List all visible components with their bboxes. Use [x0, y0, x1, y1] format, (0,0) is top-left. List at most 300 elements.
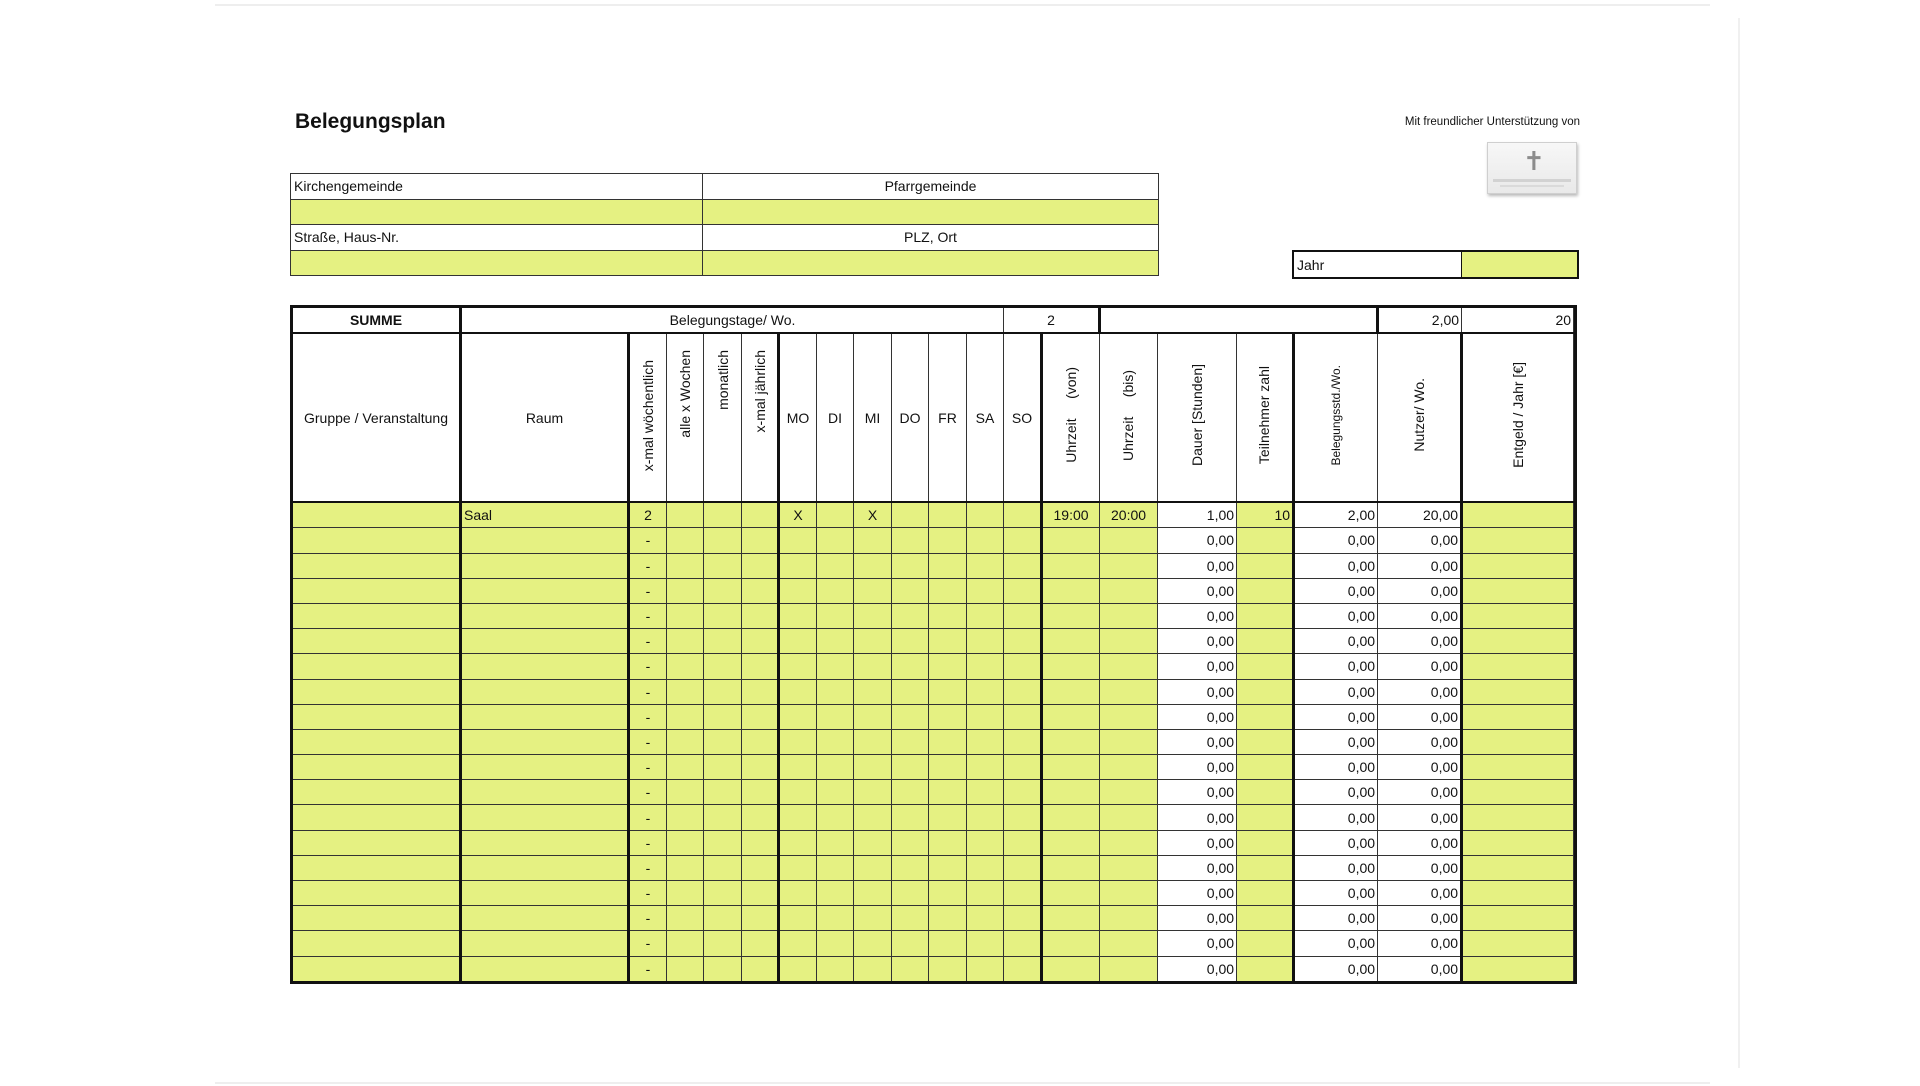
- teilnehmer-cell[interactable]: [1237, 578, 1294, 603]
- entgeld-cell[interactable]: [1462, 855, 1574, 880]
- monatlich-cell[interactable]: [704, 956, 742, 982]
- day-cell-do[interactable]: [892, 528, 929, 553]
- x-mal-cell[interactable]: -: [629, 704, 667, 729]
- uhrzeit-bis-cell[interactable]: [1100, 578, 1158, 603]
- jaehrlich-cell[interactable]: [742, 629, 779, 654]
- x-mal-cell[interactable]: -: [629, 956, 667, 982]
- uhrzeit-von-cell[interactable]: [1042, 755, 1100, 780]
- gruppe-cell[interactable]: [292, 805, 461, 830]
- day-cell-do[interactable]: [892, 679, 929, 704]
- day-cell-do[interactable]: [892, 855, 929, 880]
- day-cell-sa[interactable]: [967, 780, 1004, 805]
- jaehrlich-cell[interactable]: [742, 502, 779, 528]
- teilnehmer-cell[interactable]: [1237, 679, 1294, 704]
- day-cell-mo[interactable]: [779, 855, 817, 880]
- day-cell-mi[interactable]: [854, 855, 892, 880]
- x-mal-cell[interactable]: -: [629, 805, 667, 830]
- day-cell-sa[interactable]: [967, 629, 1004, 654]
- alle-x-wochen-cell[interactable]: [667, 603, 704, 628]
- entgeld-cell[interactable]: [1462, 830, 1574, 855]
- jaehrlich-cell[interactable]: [742, 881, 779, 906]
- jaehrlich-cell[interactable]: [742, 830, 779, 855]
- teilnehmer-cell[interactable]: [1237, 553, 1294, 578]
- entgeld-cell[interactable]: [1462, 906, 1574, 931]
- raum-cell[interactable]: [461, 906, 629, 931]
- day-cell-di[interactable]: [817, 729, 854, 754]
- x-mal-cell[interactable]: -: [629, 578, 667, 603]
- monatlich-cell[interactable]: [704, 553, 742, 578]
- teilnehmer-cell[interactable]: [1237, 805, 1294, 830]
- gruppe-cell[interactable]: [292, 704, 461, 729]
- day-cell-di[interactable]: [817, 805, 854, 830]
- day-cell-so[interactable]: [1004, 855, 1042, 880]
- day-cell-di[interactable]: [817, 578, 854, 603]
- day-cell-mi[interactable]: [854, 956, 892, 982]
- entgeld-cell[interactable]: [1462, 654, 1574, 679]
- teilnehmer-cell[interactable]: 10: [1237, 502, 1294, 528]
- x-mal-cell[interactable]: -: [629, 553, 667, 578]
- uhrzeit-von-cell[interactable]: [1042, 679, 1100, 704]
- monatlich-cell[interactable]: [704, 679, 742, 704]
- day-cell-so[interactable]: [1004, 956, 1042, 982]
- day-cell-so[interactable]: [1004, 881, 1042, 906]
- day-cell-so[interactable]: [1004, 502, 1042, 528]
- uhrzeit-von-cell[interactable]: [1042, 855, 1100, 880]
- alle-x-wochen-cell[interactable]: [667, 553, 704, 578]
- day-cell-fr[interactable]: [929, 603, 967, 628]
- uhrzeit-von-cell[interactable]: 19:00: [1042, 502, 1100, 528]
- day-cell-do[interactable]: [892, 780, 929, 805]
- day-cell-fr[interactable]: [929, 679, 967, 704]
- monatlich-cell[interactable]: [704, 805, 742, 830]
- pfarrgemeinde-field[interactable]: [703, 199, 1159, 225]
- uhrzeit-bis-cell[interactable]: [1100, 553, 1158, 578]
- day-cell-mi[interactable]: [854, 881, 892, 906]
- x-mal-cell[interactable]: -: [629, 855, 667, 880]
- entgeld-cell[interactable]: [1462, 502, 1574, 528]
- day-cell-fr[interactable]: [929, 654, 967, 679]
- uhrzeit-bis-cell[interactable]: [1100, 931, 1158, 956]
- monatlich-cell[interactable]: [704, 729, 742, 754]
- entgeld-cell[interactable]: [1462, 629, 1574, 654]
- teilnehmer-cell[interactable]: [1237, 881, 1294, 906]
- day-cell-di[interactable]: [817, 956, 854, 982]
- day-cell-mi[interactable]: [854, 931, 892, 956]
- entgeld-cell[interactable]: [1462, 956, 1574, 982]
- day-cell-do[interactable]: [892, 603, 929, 628]
- x-mal-cell[interactable]: -: [629, 729, 667, 754]
- jaehrlich-cell[interactable]: [742, 855, 779, 880]
- raum-cell[interactable]: [461, 855, 629, 880]
- day-cell-di[interactable]: [817, 881, 854, 906]
- uhrzeit-von-cell[interactable]: [1042, 956, 1100, 982]
- day-cell-fr[interactable]: [929, 780, 967, 805]
- uhrzeit-von-cell[interactable]: [1042, 528, 1100, 553]
- gruppe-cell[interactable]: [292, 881, 461, 906]
- entgeld-cell[interactable]: [1462, 704, 1574, 729]
- uhrzeit-bis-cell[interactable]: [1100, 654, 1158, 679]
- day-cell-sa[interactable]: [967, 830, 1004, 855]
- day-cell-mo[interactable]: [779, 679, 817, 704]
- day-cell-sa[interactable]: [967, 855, 1004, 880]
- day-cell-do[interactable]: [892, 502, 929, 528]
- day-cell-mi[interactable]: [854, 780, 892, 805]
- day-cell-di[interactable]: [817, 528, 854, 553]
- monatlich-cell[interactable]: [704, 603, 742, 628]
- day-cell-fr[interactable]: [929, 704, 967, 729]
- alle-x-wochen-cell[interactable]: [667, 931, 704, 956]
- day-cell-do[interactable]: [892, 931, 929, 956]
- x-mal-cell[interactable]: -: [629, 603, 667, 628]
- uhrzeit-bis-cell[interactable]: [1100, 704, 1158, 729]
- day-cell-do[interactable]: [892, 881, 929, 906]
- x-mal-cell[interactable]: -: [629, 780, 667, 805]
- raum-cell[interactable]: [461, 755, 629, 780]
- day-cell-fr[interactable]: [929, 855, 967, 880]
- gruppe-cell[interactable]: [292, 603, 461, 628]
- day-cell-sa[interactable]: [967, 906, 1004, 931]
- x-mal-cell[interactable]: -: [629, 679, 667, 704]
- uhrzeit-von-cell[interactable]: [1042, 830, 1100, 855]
- day-cell-di[interactable]: [817, 603, 854, 628]
- day-cell-mo[interactable]: X: [779, 502, 817, 528]
- day-cell-sa[interactable]: [967, 755, 1004, 780]
- day-cell-sa[interactable]: [967, 578, 1004, 603]
- monatlich-cell[interactable]: [704, 881, 742, 906]
- day-cell-di[interactable]: [817, 502, 854, 528]
- day-cell-fr[interactable]: [929, 755, 967, 780]
- uhrzeit-von-cell[interactable]: [1042, 578, 1100, 603]
- monatlich-cell[interactable]: [704, 578, 742, 603]
- day-cell-fr[interactable]: [929, 729, 967, 754]
- day-cell-fr[interactable]: [929, 931, 967, 956]
- day-cell-so[interactable]: [1004, 654, 1042, 679]
- teilnehmer-cell[interactable]: [1237, 906, 1294, 931]
- teilnehmer-cell[interactable]: [1237, 603, 1294, 628]
- uhrzeit-von-cell[interactable]: [1042, 704, 1100, 729]
- alle-x-wochen-cell[interactable]: [667, 956, 704, 982]
- raum-cell[interactable]: [461, 679, 629, 704]
- day-cell-mo[interactable]: [779, 603, 817, 628]
- day-cell-mo[interactable]: [779, 729, 817, 754]
- teilnehmer-cell[interactable]: [1237, 528, 1294, 553]
- entgeld-cell[interactable]: [1462, 931, 1574, 956]
- jaehrlich-cell[interactable]: [742, 654, 779, 679]
- alle-x-wochen-cell[interactable]: [667, 805, 704, 830]
- monatlich-cell[interactable]: [704, 780, 742, 805]
- jaehrlich-cell[interactable]: [742, 931, 779, 956]
- day-cell-mo[interactable]: [779, 956, 817, 982]
- day-cell-mi[interactable]: [854, 528, 892, 553]
- jaehrlich-cell[interactable]: [742, 603, 779, 628]
- uhrzeit-bis-cell[interactable]: [1100, 780, 1158, 805]
- gruppe-cell[interactable]: [292, 679, 461, 704]
- day-cell-so[interactable]: [1004, 906, 1042, 931]
- day-cell-so[interactable]: [1004, 629, 1042, 654]
- uhrzeit-bis-cell[interactable]: [1100, 881, 1158, 906]
- day-cell-do[interactable]: [892, 906, 929, 931]
- day-cell-fr[interactable]: [929, 553, 967, 578]
- alle-x-wochen-cell[interactable]: [667, 679, 704, 704]
- alle-x-wochen-cell[interactable]: [667, 855, 704, 880]
- alle-x-wochen-cell[interactable]: [667, 578, 704, 603]
- day-cell-so[interactable]: [1004, 755, 1042, 780]
- teilnehmer-cell[interactable]: [1237, 704, 1294, 729]
- teilnehmer-cell[interactable]: [1237, 830, 1294, 855]
- uhrzeit-von-cell[interactable]: [1042, 906, 1100, 931]
- day-cell-sa[interactable]: [967, 729, 1004, 754]
- day-cell-mi[interactable]: [854, 805, 892, 830]
- alle-x-wochen-cell[interactable]: [667, 755, 704, 780]
- jaehrlich-cell[interactable]: [742, 906, 779, 931]
- alle-x-wochen-cell[interactable]: [667, 881, 704, 906]
- day-cell-sa[interactable]: [967, 931, 1004, 956]
- raum-cell[interactable]: [461, 654, 629, 679]
- entgeld-cell[interactable]: [1462, 755, 1574, 780]
- uhrzeit-bis-cell[interactable]: [1100, 855, 1158, 880]
- monatlich-cell[interactable]: [704, 855, 742, 880]
- raum-cell[interactable]: [461, 629, 629, 654]
- day-cell-di[interactable]: [817, 855, 854, 880]
- day-cell-mo[interactable]: [779, 553, 817, 578]
- gruppe-cell[interactable]: [292, 956, 461, 982]
- day-cell-do[interactable]: [892, 654, 929, 679]
- jaehrlich-cell[interactable]: [742, 679, 779, 704]
- uhrzeit-von-cell[interactable]: [1042, 729, 1100, 754]
- teilnehmer-cell[interactable]: [1237, 956, 1294, 982]
- uhrzeit-bis-cell[interactable]: [1100, 729, 1158, 754]
- day-cell-di[interactable]: [817, 629, 854, 654]
- x-mal-cell[interactable]: -: [629, 881, 667, 906]
- monatlich-cell[interactable]: [704, 528, 742, 553]
- entgeld-cell[interactable]: [1462, 881, 1574, 906]
- day-cell-mi[interactable]: [854, 553, 892, 578]
- x-mal-cell[interactable]: -: [629, 755, 667, 780]
- day-cell-mo[interactable]: [779, 629, 817, 654]
- alle-x-wochen-cell[interactable]: [667, 629, 704, 654]
- day-cell-do[interactable]: [892, 704, 929, 729]
- teilnehmer-cell[interactable]: [1237, 729, 1294, 754]
- day-cell-mi[interactable]: [854, 830, 892, 855]
- alle-x-wochen-cell[interactable]: [667, 654, 704, 679]
- teilnehmer-cell[interactable]: [1237, 755, 1294, 780]
- jaehrlich-cell[interactable]: [742, 704, 779, 729]
- uhrzeit-bis-cell[interactable]: [1100, 603, 1158, 628]
- uhrzeit-bis-cell[interactable]: [1100, 906, 1158, 931]
- uhrzeit-bis-cell[interactable]: [1100, 956, 1158, 982]
- alle-x-wochen-cell[interactable]: [667, 830, 704, 855]
- day-cell-so[interactable]: [1004, 553, 1042, 578]
- uhrzeit-bis-cell[interactable]: [1100, 805, 1158, 830]
- day-cell-do[interactable]: [892, 956, 929, 982]
- day-cell-do[interactable]: [892, 553, 929, 578]
- entgeld-cell[interactable]: [1462, 553, 1574, 578]
- monatlich-cell[interactable]: [704, 931, 742, 956]
- day-cell-do[interactable]: [892, 755, 929, 780]
- day-cell-sa[interactable]: [967, 704, 1004, 729]
- raum-cell[interactable]: [461, 805, 629, 830]
- kirchengemeinde-field[interactable]: [291, 199, 703, 225]
- uhrzeit-von-cell[interactable]: [1042, 881, 1100, 906]
- day-cell-mo[interactable]: [779, 830, 817, 855]
- day-cell-do[interactable]: [892, 578, 929, 603]
- entgeld-cell[interactable]: [1462, 780, 1574, 805]
- teilnehmer-cell[interactable]: [1237, 855, 1294, 880]
- day-cell-mo[interactable]: [779, 931, 817, 956]
- teilnehmer-cell[interactable]: [1237, 654, 1294, 679]
- day-cell-so[interactable]: [1004, 528, 1042, 553]
- alle-x-wochen-cell[interactable]: [667, 906, 704, 931]
- day-cell-so[interactable]: [1004, 805, 1042, 830]
- day-cell-do[interactable]: [892, 830, 929, 855]
- day-cell-di[interactable]: [817, 780, 854, 805]
- gruppe-cell[interactable]: [292, 578, 461, 603]
- raum-cell[interactable]: [461, 528, 629, 553]
- day-cell-sa[interactable]: [967, 881, 1004, 906]
- day-cell-mi[interactable]: X: [854, 502, 892, 528]
- uhrzeit-von-cell[interactable]: [1042, 805, 1100, 830]
- gruppe-cell[interactable]: [292, 830, 461, 855]
- day-cell-so[interactable]: [1004, 729, 1042, 754]
- uhrzeit-bis-cell[interactable]: 20:00: [1100, 502, 1158, 528]
- uhrzeit-bis-cell[interactable]: [1100, 679, 1158, 704]
- uhrzeit-bis-cell[interactable]: [1100, 755, 1158, 780]
- jaehrlich-cell[interactable]: [742, 578, 779, 603]
- monatlich-cell[interactable]: [704, 906, 742, 931]
- jaehrlich-cell[interactable]: [742, 755, 779, 780]
- day-cell-fr[interactable]: [929, 629, 967, 654]
- day-cell-fr[interactable]: [929, 805, 967, 830]
- raum-cell[interactable]: [461, 603, 629, 628]
- gruppe-cell[interactable]: [292, 502, 461, 528]
- uhrzeit-bis-cell[interactable]: [1100, 629, 1158, 654]
- x-mal-cell[interactable]: -: [629, 931, 667, 956]
- day-cell-fr[interactable]: [929, 830, 967, 855]
- gruppe-cell[interactable]: [292, 729, 461, 754]
- gruppe-cell[interactable]: [292, 528, 461, 553]
- day-cell-di[interactable]: [817, 931, 854, 956]
- monatlich-cell[interactable]: [704, 502, 742, 528]
- entgeld-cell[interactable]: [1462, 528, 1574, 553]
- day-cell-mi[interactable]: [854, 679, 892, 704]
- day-cell-do[interactable]: [892, 729, 929, 754]
- x-mal-cell[interactable]: -: [629, 830, 667, 855]
- uhrzeit-von-cell[interactable]: [1042, 553, 1100, 578]
- entgeld-cell[interactable]: [1462, 679, 1574, 704]
- monatlich-cell[interactable]: [704, 704, 742, 729]
- gruppe-cell[interactable]: [292, 654, 461, 679]
- uhrzeit-bis-cell[interactable]: [1100, 528, 1158, 553]
- day-cell-fr[interactable]: [929, 528, 967, 553]
- jaehrlich-cell[interactable]: [742, 528, 779, 553]
- day-cell-mi[interactable]: [854, 755, 892, 780]
- monatlich-cell[interactable]: [704, 629, 742, 654]
- day-cell-do[interactable]: [892, 629, 929, 654]
- jaehrlich-cell[interactable]: [742, 956, 779, 982]
- day-cell-mo[interactable]: [779, 881, 817, 906]
- day-cell-mo[interactable]: [779, 906, 817, 931]
- raum-cell[interactable]: Saal: [461, 502, 629, 528]
- alle-x-wochen-cell[interactable]: [667, 780, 704, 805]
- day-cell-mi[interactable]: [854, 603, 892, 628]
- uhrzeit-bis-cell[interactable]: [1100, 830, 1158, 855]
- day-cell-fr[interactable]: [929, 578, 967, 603]
- uhrzeit-von-cell[interactable]: [1042, 654, 1100, 679]
- day-cell-mi[interactable]: [854, 629, 892, 654]
- x-mal-cell[interactable]: -: [629, 654, 667, 679]
- raum-cell[interactable]: [461, 956, 629, 982]
- uhrzeit-von-cell[interactable]: [1042, 603, 1100, 628]
- raum-cell[interactable]: [461, 931, 629, 956]
- alle-x-wochen-cell[interactable]: [667, 729, 704, 754]
- day-cell-sa[interactable]: [967, 603, 1004, 628]
- monatlich-cell[interactable]: [704, 755, 742, 780]
- day-cell-do[interactable]: [892, 805, 929, 830]
- alle-x-wochen-cell[interactable]: [667, 528, 704, 553]
- entgeld-cell[interactable]: [1462, 805, 1574, 830]
- day-cell-so[interactable]: [1004, 578, 1042, 603]
- raum-cell[interactable]: [461, 881, 629, 906]
- uhrzeit-von-cell[interactable]: [1042, 629, 1100, 654]
- day-cell-so[interactable]: [1004, 931, 1042, 956]
- day-cell-di[interactable]: [817, 906, 854, 931]
- monatlich-cell[interactable]: [704, 830, 742, 855]
- day-cell-mi[interactable]: [854, 906, 892, 931]
- gruppe-cell[interactable]: [292, 629, 461, 654]
- jaehrlich-cell[interactable]: [742, 553, 779, 578]
- day-cell-so[interactable]: [1004, 830, 1042, 855]
- day-cell-mi[interactable]: [854, 654, 892, 679]
- jaehrlich-cell[interactable]: [742, 805, 779, 830]
- day-cell-fr[interactable]: [929, 906, 967, 931]
- uhrzeit-von-cell[interactable]: [1042, 780, 1100, 805]
- teilnehmer-cell[interactable]: [1237, 931, 1294, 956]
- day-cell-mi[interactable]: [854, 578, 892, 603]
- x-mal-cell[interactable]: -: [629, 629, 667, 654]
- day-cell-fr[interactable]: [929, 881, 967, 906]
- day-cell-so[interactable]: [1004, 780, 1042, 805]
- alle-x-wochen-cell[interactable]: [667, 704, 704, 729]
- uhrzeit-von-cell[interactable]: [1042, 931, 1100, 956]
- day-cell-di[interactable]: [817, 654, 854, 679]
- day-cell-so[interactable]: [1004, 679, 1042, 704]
- plz-ort-field[interactable]: [703, 250, 1159, 276]
- jaehrlich-cell[interactable]: [742, 729, 779, 754]
- day-cell-mo[interactable]: [779, 780, 817, 805]
- day-cell-sa[interactable]: [967, 553, 1004, 578]
- raum-cell[interactable]: [461, 553, 629, 578]
- teilnehmer-cell[interactable]: [1237, 629, 1294, 654]
- alle-x-wochen-cell[interactable]: [667, 502, 704, 528]
- raum-cell[interactable]: [461, 704, 629, 729]
- day-cell-di[interactable]: [817, 704, 854, 729]
- gruppe-cell[interactable]: [292, 855, 461, 880]
- x-mal-cell[interactable]: -: [629, 528, 667, 553]
- day-cell-sa[interactable]: [967, 956, 1004, 982]
- day-cell-mi[interactable]: [854, 704, 892, 729]
- entgeld-cell[interactable]: [1462, 603, 1574, 628]
- day-cell-so[interactable]: [1004, 704, 1042, 729]
- day-cell-fr[interactable]: [929, 502, 967, 528]
- strasse-field[interactable]: [291, 250, 703, 276]
- day-cell-mo[interactable]: [779, 704, 817, 729]
- raum-cell[interactable]: [461, 578, 629, 603]
- x-mal-cell[interactable]: -: [629, 906, 667, 931]
- day-cell-so[interactable]: [1004, 603, 1042, 628]
- day-cell-mi[interactable]: [854, 729, 892, 754]
- monatlich-cell[interactable]: [704, 654, 742, 679]
- gruppe-cell[interactable]: [292, 780, 461, 805]
